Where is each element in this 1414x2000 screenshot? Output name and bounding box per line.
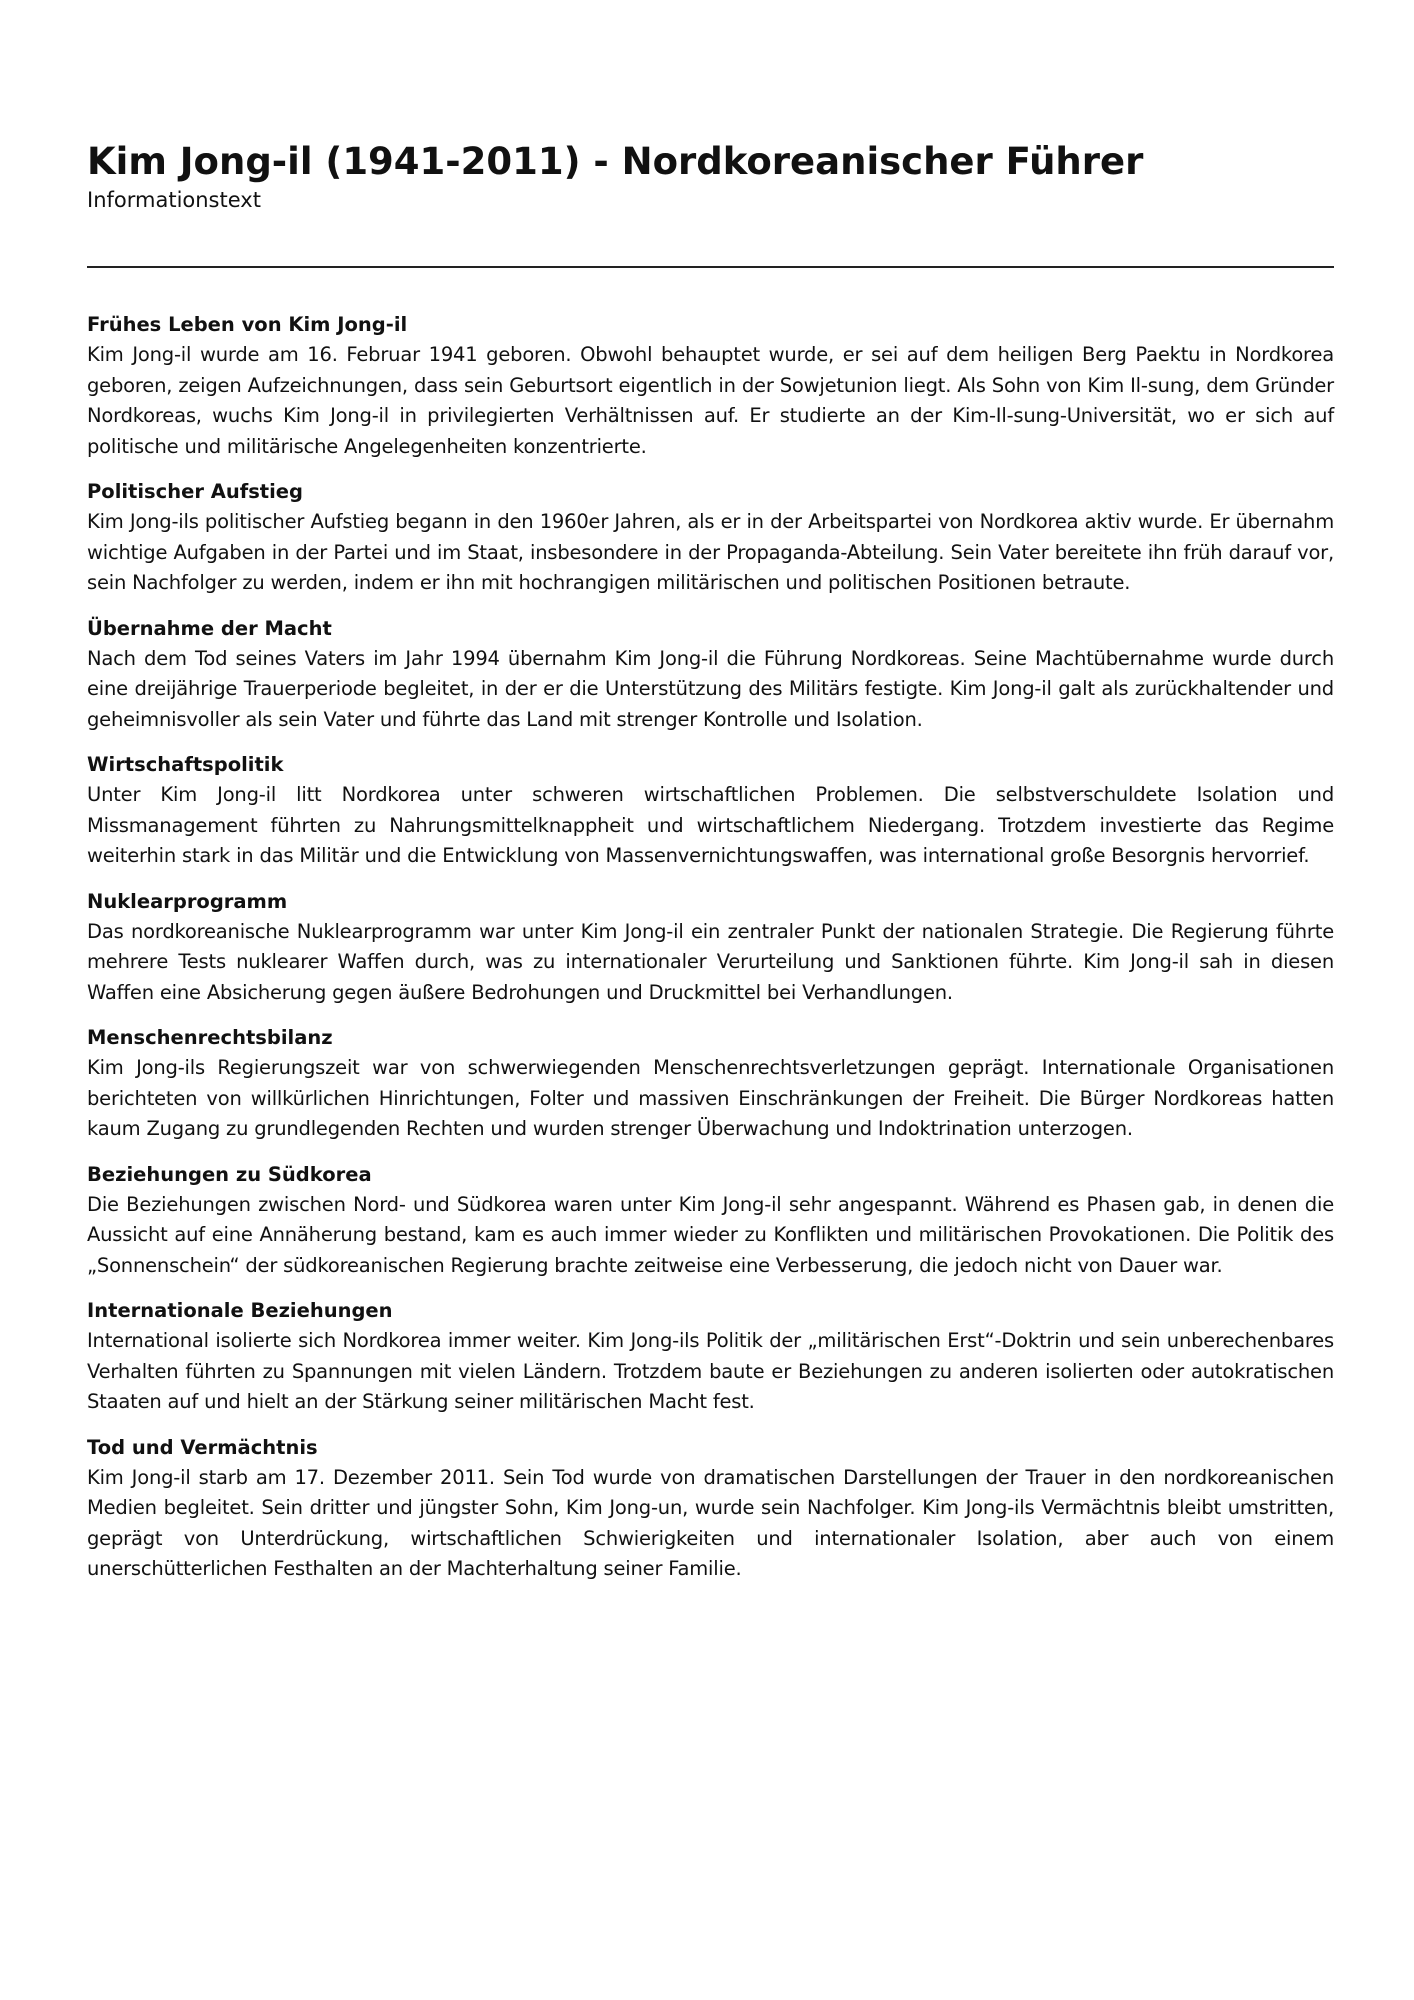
section-body: Kim Jong-ils Regierungszeit war von schwerwiegenden Menschenrechtsverletzungen geprägt. Internationale Organisationen berichteten von willkürlichen Hinrichtungen, Folter und massiven Einschränkungen der Freiheit. Die Bürger Nordkoreas hatten kaum Zugang zu grundlegenden Rechten und wurden strenger Überwachung und Indoktrination unterzogen. [87,1056,1334,1140]
document-page [87,140,1334,1600]
horizontal-divider [87,266,1334,268]
section-wirtschaftspolitik [87,750,1334,872]
section-body: Nach dem Tod seines Vaters im Jahr 1994 übernahm Kim Jong-il die Führung Nordkoreas. Seine Machtübernahme wurde durch eine dreijährige Trauerperiode begleitet, in der er die Unterstützung des Militärs festigte. Kim Jong-il galt als zurückhaltender und geheimnisvoller als sein Vater und führte das Land mit strenger Kontrolle und Isolation. [87,646,1334,731]
section-heading: Wirtschaftspolitik [87,753,284,776]
section-heading: Frühes Leben von Kim Jong-il [87,313,408,336]
section-heading: Beziehungen zu Südkorea [87,1162,372,1186]
section-body: Kim Jong-ils politischer Aufstieg begann in den 1960er Jahren, als er in der Arbeitspartei von Nordkorea aktiv wurde. Er übernahm wichtige Aufgaben in der Partei und im Staat, insbesondere in der Propaganda-Abteilung. Sein Vater bereitete ihn früh darauf vor, sein Nachfolger zu werden, indem er ihn mit hochrangigen militärischen und politischen Positionen betraute. [87,510,1334,594]
section-body: Das nordkoreanische Nuklearprogramm war unter Kim Jong-il ein zentraler Punkt der nationalen Strategie. Die Regierung führte mehrere Tests nuklearer Waffen durch, was zu internationaler Verurteilung und Sanktionen führte. Kim Jong-il sah in diesen Waffen eine Absicherung gegen äußere Bedrohungen und Druckmittel bei Verhandlungen. [87,919,1334,1004]
section-heading: Politischer Aufstieg [87,480,303,503]
section-body: Unter Kim Jong-il litt Nordkorea unter schweren wirtschaftlichen Problemen. Die selbstverschuldete Isolation und Missmanagement führten zu Nahrungsmittelknappheit und wirtschaftlichem Niedergang. Trotzdem investierte das Regime weiterhin stark in das Militär und die Entwicklung von Massenvernichtungswaffen, was international große Besorgnis hervorrief. [87,783,1334,867]
section-body: Die Beziehungen zwischen Nord- und Südkorea waren unter Kim Jong-il sehr angespannt. Während es Phasen gab, in denen die Aussicht auf eine Annäherung bestand, kam es auch immer wieder zu Konflikten und militärischen Provokationen. Die Politik des „Sonnenschein“ der südkoreanischen Regierung brachte zeitweise eine Verbesserung, die jedoch nicht von Dauer war. [87,1192,1334,1277]
section-tod-und-vermaechtnis [87,1433,1334,1585]
section-heading: Menschenrechtsbilanz [87,1026,333,1049]
section-politischer-aufstieg [87,477,1334,599]
section-heading: Internationale Beziehungen [87,1299,393,1322]
section-beziehungen-suedkorea [87,1160,1334,1282]
section-fruehes-leben [87,310,1334,462]
section-heading: Tod und Vermächtnis [87,1435,318,1459]
document-title: Kim Jong-il (1941-2011) - Nordkoreanischer Führer [87,140,1144,183]
section-menschenrechtsbilanz [87,1023,1334,1145]
section-internationale-beziehungen [87,1296,1334,1418]
section-nuklearprogramm [87,887,1334,1009]
document-subtitle: Informationstext [87,188,261,212]
section-body: Kim Jong-il starb am 17. Dezember 2011. Sein Tod wurde von dramatischen Darstellungen der Trauer in den nordkoreanischen Medien begleitet. Sein dritter und jüngster Sohn, Kim Jong-un, wurde sein Nachfolger. Kim Jong-ils Vermächtnis bleibt umstritten, geprägt von Unterdrückung, wirtschaftlichen Schwierigkeiten und internationaler Isolation, aber auch von einem unerschütterlichen Festhalten an der Machterhaltung seiner Familie. [87,1465,1334,1580]
section-body: International isolierte sich Nordkorea immer weiter. Kim Jong-ils Politik der „militärischen Erst“-Doktrin und sein unberechenbares Verhalten führten zu Spannungen mit vielen Ländern. Trotzdem baute er Beziehungen zu anderen isolierten oder autokratischen Staaten auf und hielt an der Stärkung seiner militärischen Macht fest. [87,1329,1334,1413]
section-body: Kim Jong-il wurde am 16. Februar 1941 geboren. Obwohl behauptet wurde, er sei auf dem heiligen Berg Paektu in Nordkorea geboren, zeigen Aufzeichnungen, dass sein Geburtsort eigentlich in der Sowjetunion liegt. Als Sohn von Kim Il-sung, dem Gründer Nordkoreas, wuchs Kim Jong-il in privilegierten Verhältnissen auf. Er studierte an der Kim-Il-sung-Universität, wo er sich auf politische und militärische Angelegenheiten konzentrierte. [87,343,1334,458]
section-uebernahme-der-macht [87,614,1334,736]
section-heading: Übernahme der Macht [87,616,332,640]
section-heading: Nuklearprogramm [87,889,288,913]
